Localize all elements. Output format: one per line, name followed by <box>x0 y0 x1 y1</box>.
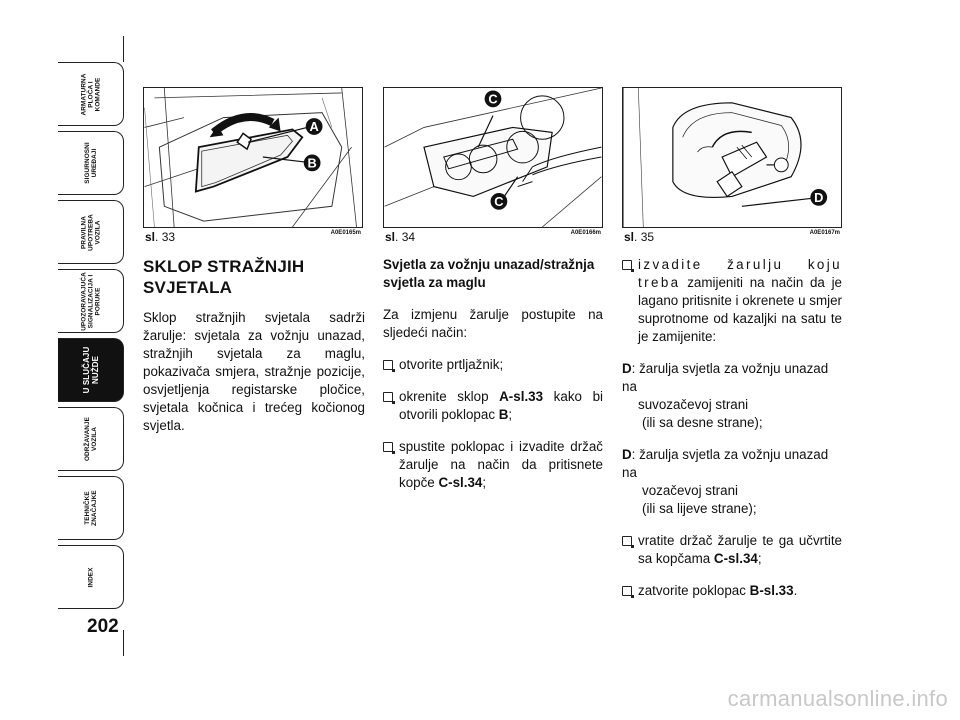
figure-prefix: sl <box>624 230 635 244</box>
tab-label: SIGURNOSNI UREĐAJI <box>84 142 98 184</box>
figure-35 <box>622 87 842 243</box>
tab-sigurnosni-uredaji[interactable] <box>58 131 124 195</box>
step-text: kako bi otvorili poklopac <box>399 389 603 422</box>
figure-illustration <box>383 87 603 228</box>
tab-strip-top-line <box>123 36 124 62</box>
callout-d-label: D <box>814 189 824 205</box>
step-text: . <box>793 583 798 598</box>
intro-paragraph: Za izmjenu žarulje postupite na sljedeći način: <box>383 307 603 340</box>
tab-label: PRAVILNA UPOTREBA VOZILA <box>80 213 102 251</box>
step-text: ; <box>482 475 487 490</box>
text-column-3 <box>622 256 842 614</box>
legend-text: suvozačevoj strani <box>638 397 749 412</box>
legend-text: : žarulja svjetla za vožnju unazad na <box>622 361 829 394</box>
tab-label: INDEX <box>87 566 95 588</box>
legend-key: D <box>622 447 632 462</box>
bulb-socket-illustration <box>623 88 841 227</box>
trunk-cover-illustration <box>144 88 362 227</box>
checkbox-bullet-icon <box>622 536 632 546</box>
checkbox-bullet-icon <box>383 360 393 370</box>
chapter-tabs <box>58 62 124 614</box>
figure-code: A0E0166m <box>570 230 601 236</box>
figure-number: 35 <box>640 230 655 244</box>
callout-a-label: A <box>309 118 319 134</box>
step-text: zamijeniti na način da je lagano pritisnite i okrenete u smjer suprotnome od kazaljki na satu te je zamijenite: <box>638 275 842 344</box>
step-text: spustite poklopac i izvadite držač žarulje na način da pritisnete kopče <box>399 439 603 490</box>
figure-prefix: sl <box>385 230 396 244</box>
figure-reference: A-sl.33 <box>499 389 544 404</box>
checkbox-bullet-icon <box>383 442 393 452</box>
tab-label: TEHNIČKE ZNAČAJKE <box>84 490 98 526</box>
tab-armaturna-ploca[interactable] <box>58 62 124 126</box>
tab-u-slucaju-nuzde[interactable] <box>58 338 124 402</box>
step-replace-bulb <box>622 256 842 346</box>
figure-illustration <box>622 87 842 228</box>
figure-reference: C-sl.34 <box>438 475 483 490</box>
legend-d-driver <box>622 446 842 518</box>
tab-label: U SLUČAJU NUŽDE <box>82 346 100 394</box>
tab-strip-bottom-line <box>123 630 124 656</box>
legend-text: : žarulja svjetla za vožnju unazad na <box>622 447 829 480</box>
tab-pravilna-upotreba[interactable] <box>58 200 124 264</box>
checkbox-bullet-icon <box>622 260 632 270</box>
tab-label: ARMATURNA PLOČA I KOMANDE <box>80 73 102 115</box>
checkbox-bullet-icon <box>622 586 632 596</box>
callout-c-top-label: C <box>488 91 498 107</box>
step-text-spaced: izvadite žarulju koju treba <box>638 257 842 290</box>
figure-reference: B-sl.33 <box>749 583 794 598</box>
checkbox-bullet-icon <box>383 392 393 402</box>
tab-tehnicke-znacajke[interactable] <box>58 476 124 540</box>
step-open-trunk <box>383 356 603 374</box>
tab-index[interactable] <box>58 545 124 609</box>
legend-d-passenger <box>622 360 842 432</box>
figure-prefix: sl <box>145 230 156 244</box>
figure-reference: B <box>498 407 509 422</box>
bulb-holder-illustration <box>384 88 602 227</box>
text-column-1 <box>143 256 365 435</box>
step-rotate-assembly <box>383 388 603 424</box>
step-text: zatvorite poklopac <box>638 583 750 598</box>
callout-c-bottom-label: C <box>494 193 504 209</box>
figure-33 <box>143 87 363 243</box>
tab-label: ODRŽAVANJE VOZILA <box>84 416 98 462</box>
tab-upozoravajuca-signalizacija[interactable] <box>58 269 124 333</box>
text-column-2 <box>383 256 603 506</box>
step-text: vratite držač žarulje te ga učvrtite sa kopčama <box>638 533 842 566</box>
tab-odrzavanje-vozila[interactable] <box>58 407 124 471</box>
figure-caption: sl. 33 <box>145 230 176 244</box>
tab-label: UPOZORAVAJUĆA SIGNALIZACIJA I PORUKE <box>80 271 102 331</box>
subsection-heading: Svjetla za vožnju unazad/stražnja svjetla za maglu <box>383 257 595 290</box>
callout-b-label: B <box>307 155 317 171</box>
section-title-line2: SVJETALA <box>143 278 233 297</box>
figure-illustration <box>143 87 363 228</box>
figure-caption: sl. 35 <box>624 230 655 244</box>
step-text: ; <box>757 551 762 566</box>
figure-number: 34 <box>401 230 416 244</box>
section-body: Sklop stražnjih svjetala sadrži žarulje: svjetala za vožnju unazad, stražnjih svjetala za maglu, pokazivača smjera, stražnje pozicije, osvjetljenja registarske pločice, svjetala kočnica i trećeg kočionog svjetla. <box>143 310 365 433</box>
step-text: otvorite prtljažnik; <box>399 357 504 372</box>
legend-key: D <box>622 361 632 376</box>
figure-number: 33 <box>161 230 176 244</box>
section-title-line1: SKLOP STRAŽNJIH <box>143 257 305 276</box>
legend-text: vozačevoj strani <box>642 483 739 498</box>
section-title <box>143 256 365 298</box>
page-number: 202 <box>87 616 119 637</box>
legend-text: (ili sa lijeve strane); <box>642 501 757 516</box>
legend-text: (ili sa desne strane); <box>642 415 763 430</box>
figure-caption: sl. 34 <box>385 230 416 244</box>
step-text: okrenite sklop <box>399 389 500 404</box>
figure-code: A0E0167m <box>809 230 840 236</box>
step-refit-holder <box>622 532 842 568</box>
figure-34 <box>383 87 603 243</box>
figure-code: A0E0165m <box>330 230 361 236</box>
step-close-cover <box>622 582 842 600</box>
step-remove-holder <box>383 438 603 492</box>
step-text: ; <box>508 407 513 422</box>
figure-reference: C-sl.34 <box>713 551 758 566</box>
watermark: carmanualsonline.info <box>727 686 948 711</box>
